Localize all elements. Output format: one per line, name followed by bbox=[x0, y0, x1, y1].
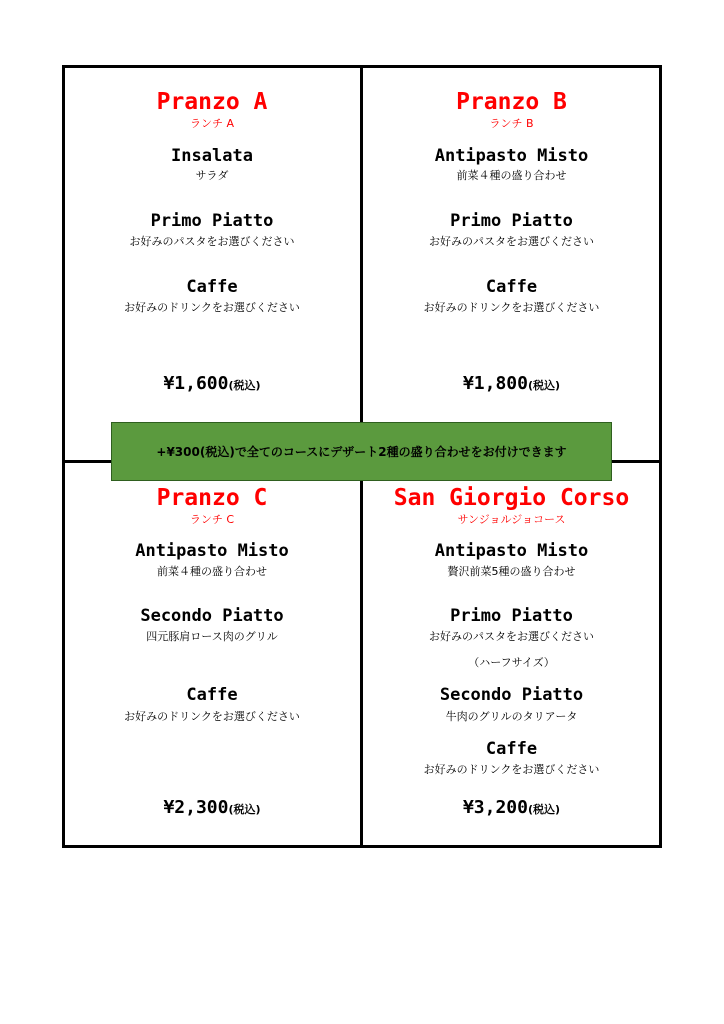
course-name: Secondo Piatto bbox=[439, 685, 584, 705]
menu-subtitle: サンジョルジョコース bbox=[457, 513, 566, 526]
menu-title: Pranzo C bbox=[156, 485, 268, 511]
course-name: Secondo Piatto bbox=[140, 606, 284, 626]
course-desc: お好みのドリンクをお選びください bbox=[423, 763, 600, 776]
menu-subtitle: ランチ C bbox=[189, 513, 235, 526]
price-value: ¥3,200 bbox=[462, 797, 528, 818]
menu-panel-pranzo-a bbox=[64, 67, 360, 460]
course-name: Antipasto Misto bbox=[135, 541, 289, 561]
course-name: Insalata bbox=[171, 146, 253, 166]
course-desc: お好みのパスタをお選びください bbox=[429, 630, 594, 643]
menu-price bbox=[363, 373, 660, 397]
menu-subtitle: ランチ B bbox=[489, 117, 534, 130]
course-desc: お好みのドリンクをお選びください bbox=[423, 301, 600, 314]
course-desc: 贅沢前菜5種の盛り合わせ bbox=[447, 565, 576, 578]
course-desc: 前菜４種の盛り合わせ bbox=[157, 565, 267, 578]
course-desc: お好みのドリンクをお選びください bbox=[124, 710, 300, 723]
course-desc: お好みのパスタをお選びください bbox=[129, 235, 295, 248]
menu-panel-pranzo-b bbox=[363, 67, 660, 460]
course-name: Caffe bbox=[186, 685, 238, 705]
course-desc: お好みのパスタをお選びください bbox=[429, 235, 594, 248]
course-name: Caffe bbox=[485, 277, 538, 297]
tax-label: (税込) bbox=[527, 379, 561, 392]
menu-title: San Giorgio Corso bbox=[393, 485, 630, 511]
course-name: Primo Piatto bbox=[450, 606, 573, 626]
course-desc: 四元豚肩ロース肉のグリル bbox=[146, 630, 278, 643]
menu-price bbox=[64, 373, 360, 397]
course-name: Antipasto Misto bbox=[434, 541, 589, 561]
course-desc: サラダ bbox=[195, 169, 229, 182]
course-name: Antipasto Misto bbox=[434, 146, 589, 166]
menu-title: Pranzo B bbox=[456, 89, 567, 115]
course-note: （ハーフサイズ） bbox=[468, 656, 555, 669]
menu-title: Pranzo A bbox=[156, 89, 268, 115]
course-desc: 牛肉のグリルのタリアータ bbox=[445, 710, 578, 723]
menu-price bbox=[363, 797, 660, 821]
tax-label: (税込) bbox=[228, 379, 261, 392]
course-desc: お好みのドリンクをお選びください bbox=[124, 301, 300, 314]
price-value: ¥1,800 bbox=[462, 373, 528, 394]
tax-label: (税込) bbox=[527, 803, 561, 816]
tax-label: (税込) bbox=[228, 803, 261, 816]
menu-price bbox=[64, 797, 360, 821]
menu-panel-pranzo-c bbox=[64, 463, 360, 846]
dessert-banner: +¥300(税込)で全てのコースにデザート2種の盛り合わせをお付けできます bbox=[111, 422, 612, 481]
menu-subtitle: ランチ A bbox=[189, 117, 235, 130]
menu-panel-san-giorgio-corso bbox=[363, 463, 660, 846]
course-desc: 前菜４種の盛り合わせ bbox=[456, 169, 567, 182]
course-name: Primo Piatto bbox=[450, 211, 573, 231]
price-value: ¥2,300 bbox=[163, 797, 229, 818]
price-value: ¥1,600 bbox=[163, 373, 229, 394]
course-name: Caffe bbox=[485, 739, 538, 759]
course-name: Caffe bbox=[186, 277, 238, 297]
course-name: Primo Piatto bbox=[150, 211, 274, 231]
